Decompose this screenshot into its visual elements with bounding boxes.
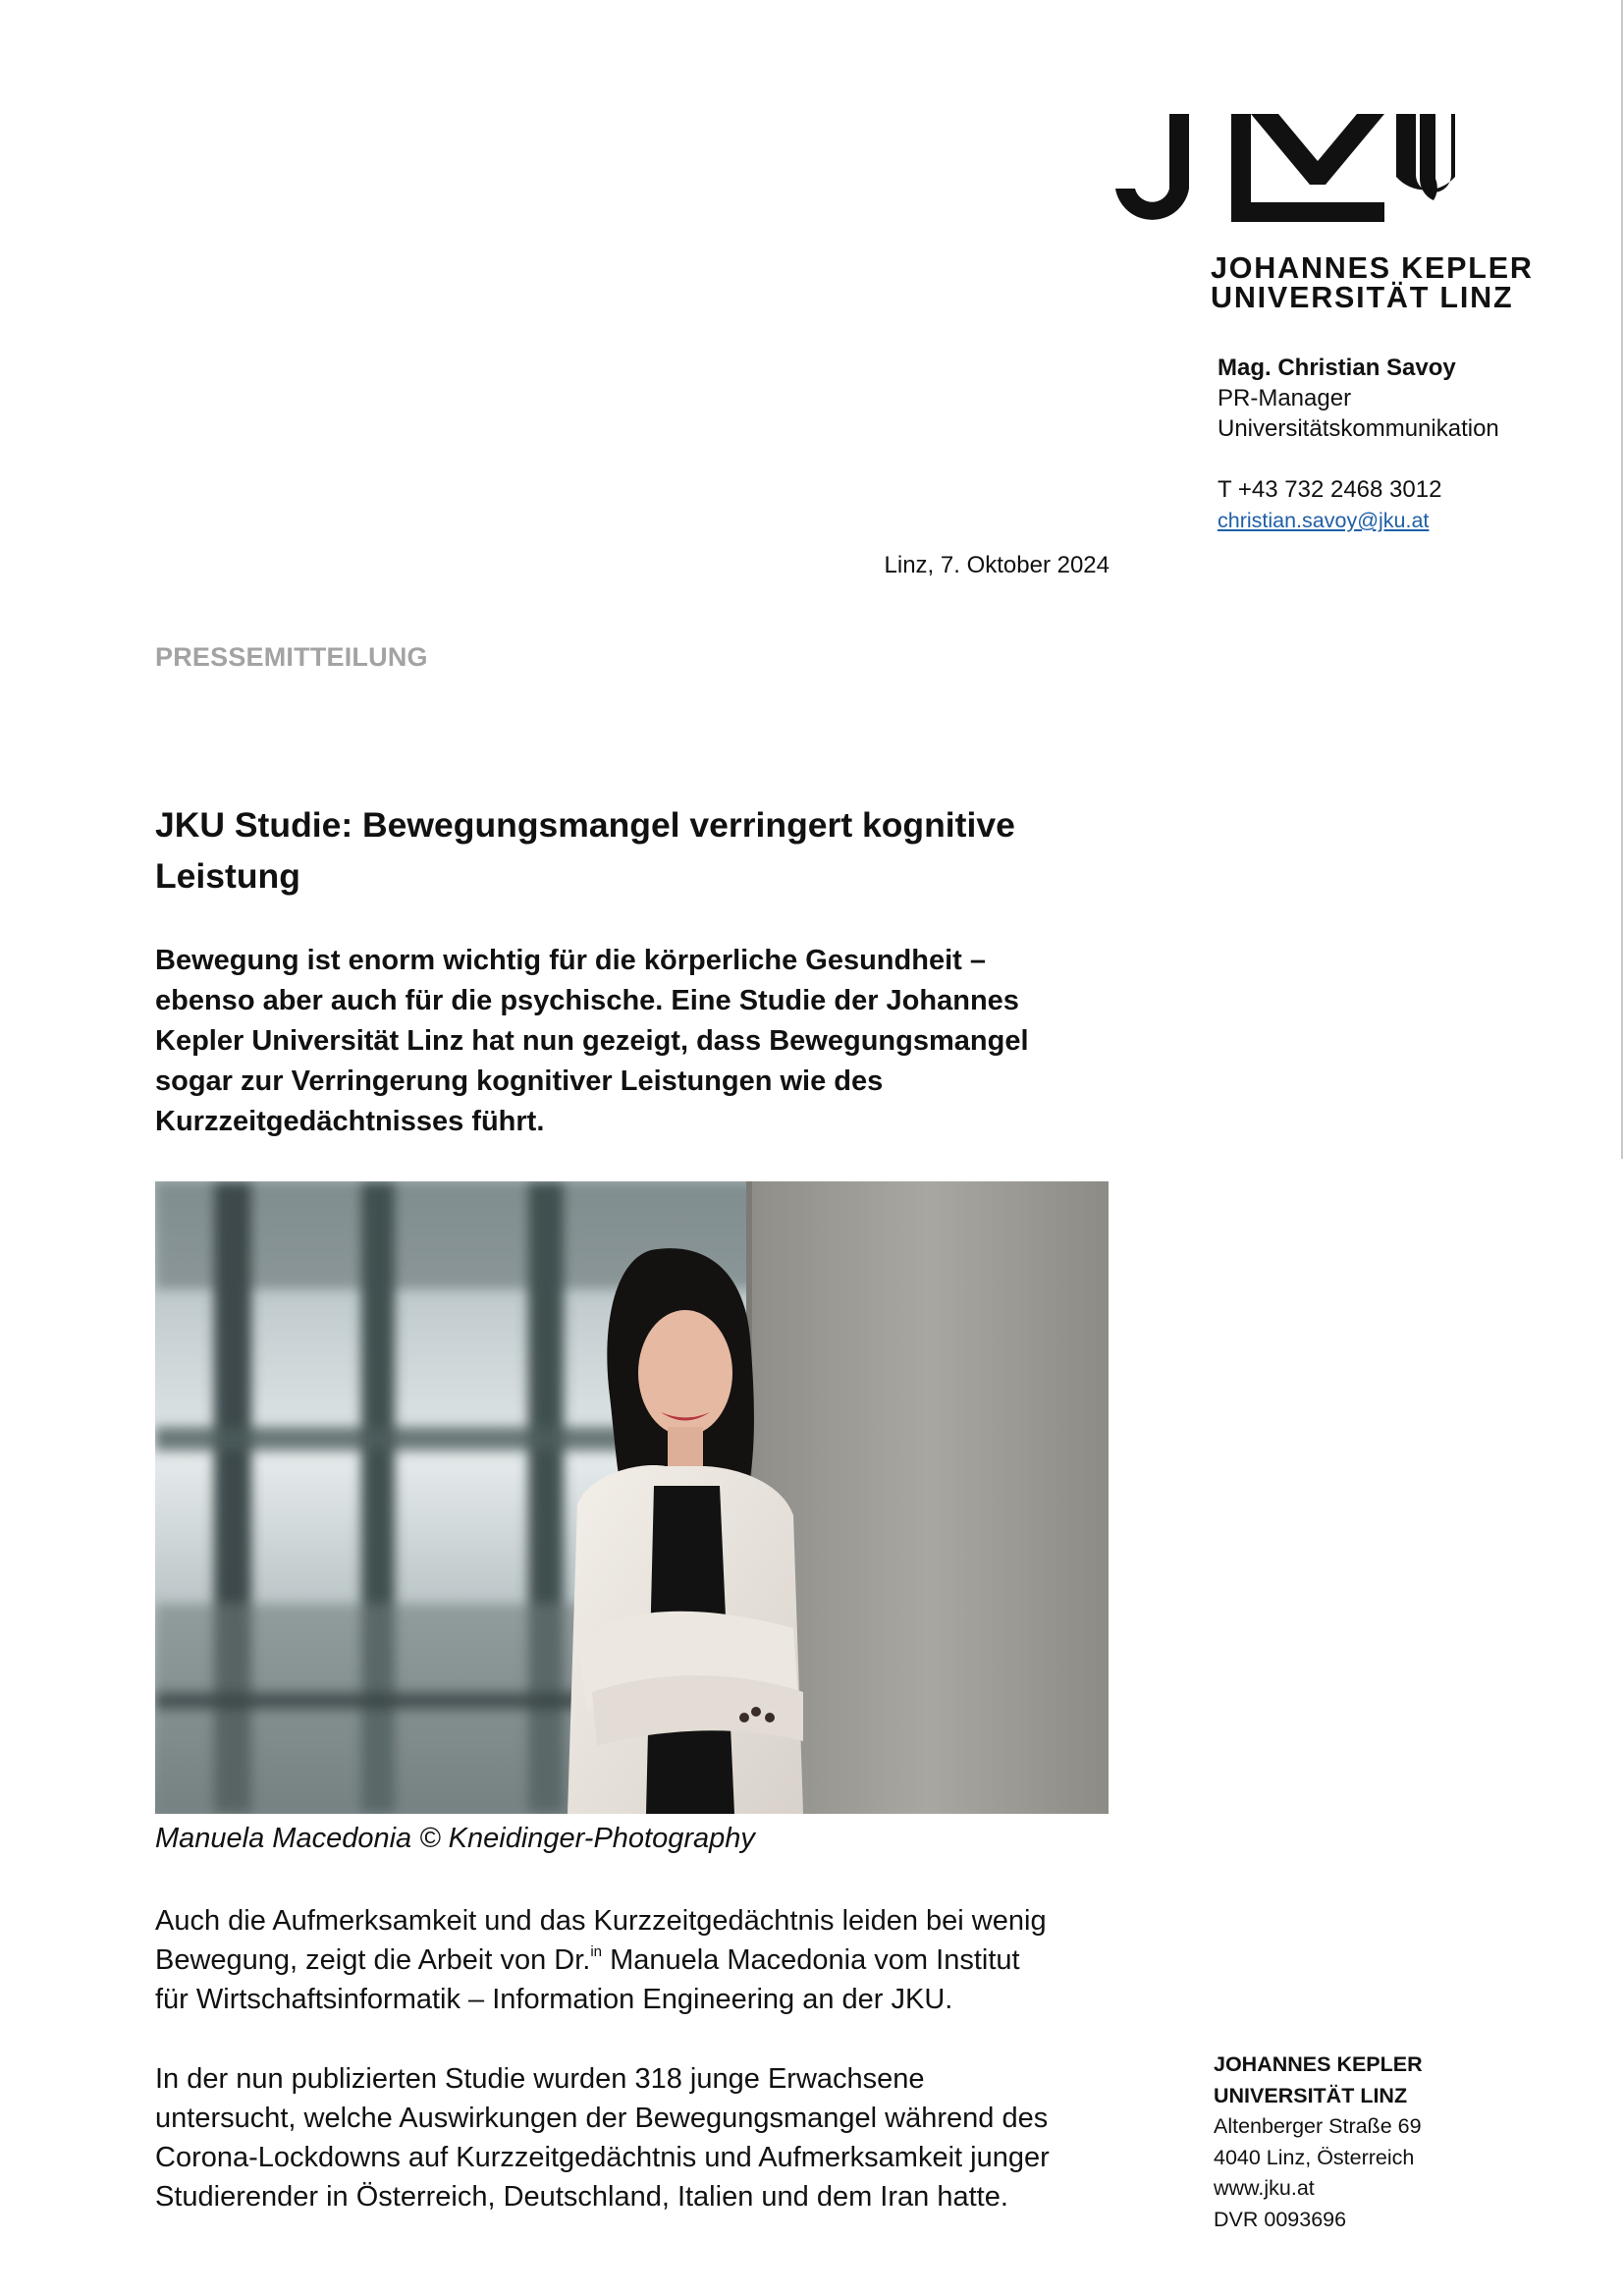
jku-logo [1115, 110, 1534, 314]
title-superscript: in [590, 1943, 603, 1960]
footer-city: 4040 Linz, Österreich [1214, 2145, 1415, 2169]
footer-org-line-2: UNIVERSITÄT LINZ [1214, 2083, 1408, 2107]
contact-email-link[interactable]: christian.savoy@jku.at [1218, 509, 1430, 532]
headline-line-2: Leistung [155, 856, 300, 896]
para2-line-2: untersucht, welche Auswirkungen der Bewegungsmangel während des [155, 2103, 1049, 2134]
para1-line-2 [155, 1941, 1117, 1980]
para1-line-1: Auch die Aufmerksamkeit und das Kurzzeitgedächtnis leiden bei wenig [155, 1905, 1047, 1937]
lead-line-4: sogar zur Verringerung kognitiver Leistungen wie des [155, 1066, 884, 1097]
document-date: Linz, 7. Oktober 2024 [884, 552, 1110, 578]
para2-line-3: Corona-Lockdowns auf Kurzzeitgedächtnis und Aufmerksamkeit junger [155, 2142, 1050, 2173]
footer-address-block [1214, 2050, 1423, 2235]
document-type-label: PRESSEMITTEILUNG [155, 642, 428, 672]
footer-street: Altenberger Straße 69 [1214, 2114, 1422, 2138]
page-edge-line [1621, 0, 1623, 1159]
para1-line-2-end: Manuela Macedonia vom Institut [602, 1944, 1020, 1976]
body-paragraph-1 [155, 1901, 1117, 2019]
para2-line-1: In der nun publizierten Studie wurden 318 junge Erwachsene [155, 2063, 925, 2095]
contact-role: PR-Manager [1218, 385, 1352, 411]
footer-web: www.jku.at [1214, 2176, 1315, 2200]
lead-line-3: Kepler Universität Linz hat nun gezeigt, dass Bewegungsmangel [155, 1025, 1029, 1057]
footer-org-line-1: JOHANNES KEPLER [1214, 2052, 1423, 2076]
headline [155, 799, 1137, 902]
logo-wordmark-line-2: UNIVERSITÄT LINZ [1211, 281, 1514, 314]
jku-logo-mark [1115, 110, 1455, 226]
para1-line-3: für Wirtschaftsinformatik – Information Engineering an der JKU. [155, 1984, 953, 2015]
lead-line-2: ebenso aber auch für die psychische. Eine Studie der Johannes [155, 985, 1019, 1016]
headline-line-1: JKU Studie: Bewegungsmangel verringert kognitive [155, 805, 1015, 845]
contact-department: Universitätskommunikation [1218, 415, 1499, 442]
lead-line-1: Bewegung ist enorm wichtig für die körperliche Gesundheit – [155, 945, 986, 976]
para1-line-2-start: Bewegung, zeigt die Arbeit von Dr. [155, 1944, 591, 1976]
logo-wordmark-line-1: JOHANNES KEPLER [1211, 251, 1534, 285]
contact-phone: T +43 732 2468 3012 [1218, 476, 1442, 503]
lead-paragraph [155, 941, 1117, 1142]
para2-line-4: Studierender in Österreich, Deutschland, Italien und dem Iran hatte. [155, 2181, 1008, 2213]
contact-block [1218, 353, 1591, 536]
lead-line-5: Kurzzeitgedächtnisses führt. [155, 1106, 545, 1137]
photo-caption: Manuela Macedonia © Kneidinger-Photography [155, 1823, 755, 1854]
portrait-photo [155, 1181, 1109, 1814]
body-paragraph-2 [155, 2059, 1117, 2216]
footer-dvr: DVR 0093696 [1214, 2207, 1347, 2231]
contact-name: Mag. Christian Savoy [1218, 355, 1456, 381]
